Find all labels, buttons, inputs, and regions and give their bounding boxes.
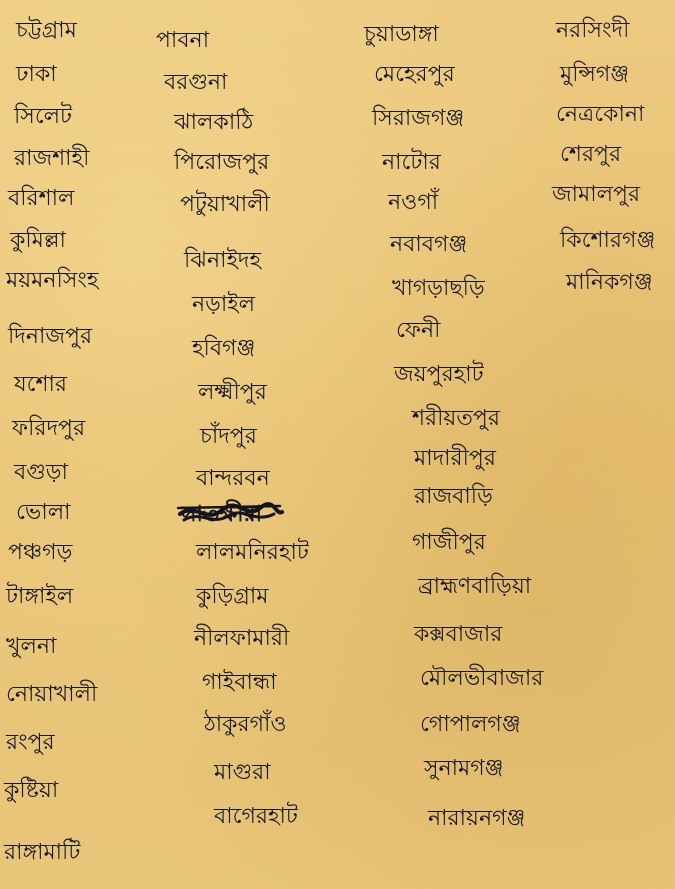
district-name: নড়াইল (192, 292, 256, 317)
district-name: শেরপুর (560, 142, 622, 167)
district-name: গাজীপুর (412, 530, 486, 555)
district-name: ঝালকাঠি (174, 110, 254, 135)
district-name: সুনামগঞ্জ (424, 756, 504, 781)
district-name: কুমিল্লা (10, 228, 66, 253)
district-name: সাতক্ষীরা (182, 502, 263, 527)
district-name: খুলনা (6, 634, 57, 659)
district-name: হবিগঞ্জ (192, 336, 256, 361)
district-name: সিলেট (14, 104, 73, 129)
district-name: বরগুনা (164, 70, 228, 95)
district-name: রংপুর (6, 730, 55, 755)
district-name: জয়পুরহাট (394, 362, 484, 387)
district-name: মেহেরপুর (374, 62, 455, 87)
district-name: রাঙ্গামাটি (4, 840, 81, 865)
district-name: নওগাঁ (388, 190, 439, 215)
district-name: রাজশাহী (14, 146, 90, 171)
district-name: লালমনিরহাট (196, 540, 309, 565)
district-name: ফেনী (396, 318, 441, 343)
district-name: টাঙ্গাইল (6, 584, 74, 609)
district-name: চাঁদপুর (200, 424, 257, 449)
district-name: খাগড়াছড়ি (392, 276, 485, 301)
district-name: নীলফামারী (194, 626, 290, 651)
district-name: নেত্রকোনা (556, 102, 645, 127)
district-name: কক্সবাজার (414, 622, 503, 647)
district-name: যশোর (14, 372, 68, 397)
district-name: মুন্সিগঞ্জ (560, 62, 630, 87)
district-name: দিনাজপুর (8, 324, 93, 349)
district-name: কুড়িগ্রাম (196, 584, 269, 609)
district-name: ভোলা (16, 500, 71, 525)
district-name: পাবনা (156, 28, 210, 53)
district-name: ঢাকা (16, 62, 57, 87)
district-name: নবাবগঞ্জ (390, 232, 468, 257)
district-name: গাইবান্ধা (202, 670, 277, 695)
district-name: জামালপুর (552, 182, 641, 207)
district-name: বগুড়া (14, 460, 68, 485)
district-name: নরসিংদী (556, 18, 630, 43)
district-name: কুষ্টিয়া (4, 778, 59, 803)
district-name: মাগুরা (214, 760, 271, 785)
district-name: বরিশাল (8, 186, 75, 211)
district-name: রাজবাড়ি (414, 484, 493, 509)
district-name: নোয়াখালী (6, 682, 98, 707)
district-name: বান্দরবন (196, 466, 270, 491)
district-name: পিরোজপুর (174, 150, 270, 175)
district-name: নাটোর (382, 150, 441, 175)
district-name: ব্রাহ্মণবাড়িয়া (418, 574, 532, 599)
district-name: মৌলভীবাজার (420, 666, 544, 691)
district-name: মাদারীপুর (414, 446, 496, 471)
district-name: পটুয়াখালী (180, 192, 270, 217)
district-name: গোপালগঞ্জ (420, 712, 521, 737)
district-name: ময়মনসিংহ (6, 268, 99, 293)
district-name: পঞ্চগড় (8, 540, 73, 565)
district-name: বাগেরহাট (214, 804, 298, 829)
district-name: ঝিনাইদহ (184, 248, 262, 273)
district-name: সিরাজগঞ্জ (372, 106, 465, 131)
district-name: শরীয়তপুর (412, 406, 500, 431)
district-name: চট্টগ্রাম (16, 18, 77, 43)
district-name: মানিকগঞ্জ (566, 270, 653, 295)
district-name: লক্ষ্মীপুর (198, 380, 267, 405)
district-name: চুয়াডাঙ্গা (364, 22, 439, 47)
district-name: ঠাকুরগাঁও (204, 712, 287, 737)
district-name: নারায়নগঞ্জ (428, 806, 526, 831)
district-name: কিশোরগঞ্জ (560, 228, 656, 253)
district-name: ফরিদপুর (12, 416, 86, 441)
